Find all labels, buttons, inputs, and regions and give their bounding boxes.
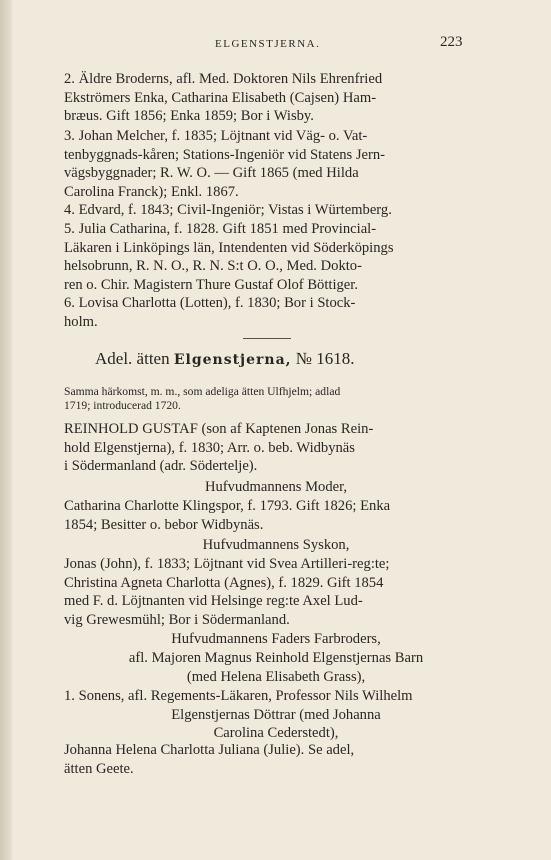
section-note [64, 385, 488, 413]
entry-6 [64, 294, 488, 331]
last-entry [64, 741, 488, 778]
line: Läkaren i Linköpings län, Intendenten vid Söderköpings [64, 239, 394, 256]
line: 1719; introducerad 1720. [64, 399, 181, 412]
line: hold Elgenstjerna), f. 1830; Arr. o. beb. Widbynäs [64, 439, 355, 456]
line: holm. [64, 313, 98, 330]
section-heading [95, 349, 355, 369]
entry-2 [64, 70, 488, 126]
running-header: ELGENSTJERNA. [215, 38, 321, 50]
siblings-heading: Hufvudmannens Syskon, [202, 537, 350, 553]
line: 3. Johan Melcher, f. 1835; Löjtnant vid Väg- o. Vat- [64, 128, 368, 144]
line: Catharina Charlotte Klingspor, f. 1793. Gift 1826; Enka [64, 498, 391, 514]
sons-entry [64, 687, 488, 743]
line: Carolina Cederstedt), [213, 725, 339, 742]
line: 6. Lovisa Charlotta (Lotten), f. 1830; Bor i Stock- [64, 295, 356, 311]
line: med F. d. Löjtnanten vid Helsinge reg:te Axel Lud- [64, 593, 363, 610]
section-prefix: Adel. ätten [95, 349, 170, 368]
entry-4 [64, 201, 488, 220]
entry-5 [64, 220, 488, 294]
line: Johanna Helena Charlotta Juliana (Julie). Se adel, [64, 742, 355, 758]
line: ätten Geete. [64, 760, 134, 777]
page-number: 223 [440, 34, 463, 50]
uncles-subheading [64, 649, 488, 686]
mother-entry [64, 497, 488, 534]
page-gutter [0, 0, 12, 860]
line: Jonas (John), f. 1833; Löjtnant vid Svea Artilleri-reg:te; [64, 556, 390, 572]
line: 4. Edvard, f. 1843; Civil-Ingeniör; Vistas i Würtemberg. [64, 202, 392, 218]
line: tenbyggnads-kåren; Stations-Ingeniör vid Statens Jern- [64, 146, 385, 163]
line: Elgenstjernas Döttrar (med Johanna [171, 706, 381, 723]
line: 5. Julia Catharina, f. 1828. Gift 1851 med Provincial- [64, 221, 377, 237]
line: REINHOLD GUSTAF (son af Kaptenen Jonas Rein- [64, 421, 374, 437]
line: 1854; Besitter o. bebor Widbynäs. [64, 516, 264, 533]
line: Ekströmers Enka, Catharina Elisabeth (Cajsen) Ham- [64, 89, 377, 106]
divider [243, 338, 291, 339]
family-number: № 1618. [295, 349, 355, 368]
line: ren o. Chir. Magistern Thure Gustaf Olof Böttiger. [64, 276, 358, 293]
family-name: Elgenstjerna, [173, 352, 292, 368]
line: Samma härkomst, m. m., som adeliga ätten Ulfhjelm; adlad [64, 385, 341, 398]
line: Carolina Franck); Enkl. 1867. [64, 183, 239, 200]
uncles-heading: Hufvudmannens Faders Farbroders, [171, 631, 381, 647]
line: helsobrunn, R. N. O., R. N. S:t O. O., Med. Dokto- [64, 258, 362, 275]
head-entry [64, 420, 488, 476]
line: vig Grewesmühl; Bor i Södermanland. [64, 611, 290, 628]
line: bræus. Gift 1856; Enka 1859; Bor i Wisby. [64, 108, 314, 125]
line: i Södermanland (adr. Södertelje). [64, 458, 258, 475]
entry-3 [64, 127, 488, 201]
line: (med Helena Elisabeth Grass), [186, 668, 366, 685]
line: 2. Äldre Broderns, afl. Med. Doktoren Nils Ehrenfried [64, 71, 383, 87]
mother-heading: Hufvudmannens Moder, [204, 479, 348, 495]
line: afl. Majoren Magnus Reinhold Elgenstjernas Barn [128, 650, 424, 666]
line: 1. Sonens, afl. Regements-Läkaren, Professor Nils Wilhelm [64, 688, 413, 704]
siblings-entry [64, 555, 488, 629]
line: Christina Agneta Charlotta (Agnes), f. 1829. Gift 1854 [64, 574, 384, 591]
line: vägsbyggnader; R. W. O. — Gift 1865 (med Hilda [64, 165, 359, 182]
